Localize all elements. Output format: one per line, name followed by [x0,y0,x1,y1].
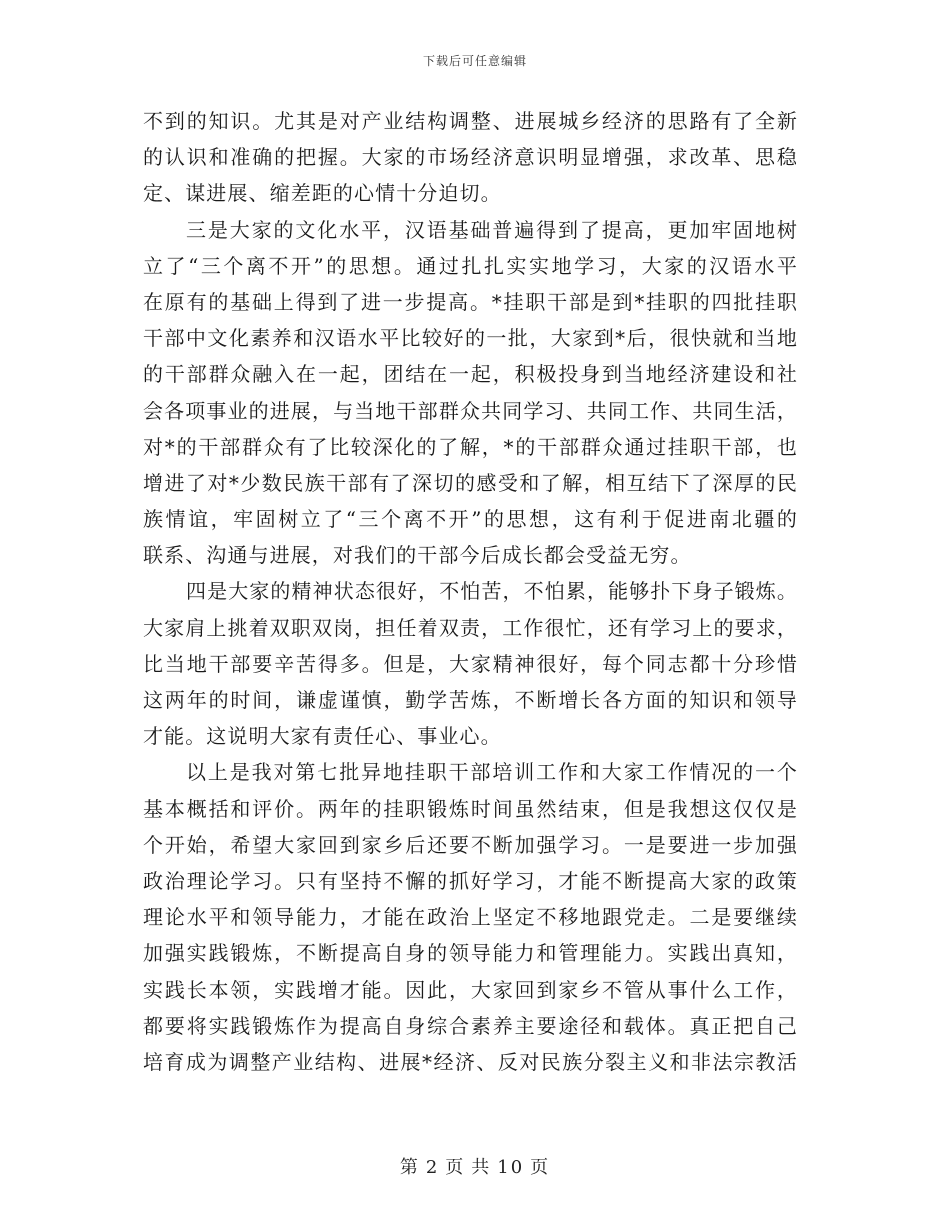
text-line: 不到的知识。尤其是对产业结构调整、进展城乡经济的思路有了全新 [143,109,798,133]
body-text [143,103,798,1080]
text-line: 的认识和准确的把握。大家的市场经济意识明显增强，求改革、思稳 [143,145,798,170]
text-line: 会各项事业的进展，与当地干部群众共同学习、共同工作、共同生活， [143,398,798,423]
text-line: 以上是我对第七批异地挂职干部培训工作和大家工作情况的一个 [186,760,798,785]
total-page-count: 10 [497,1157,525,1178]
text-line: 大家肩上挑着双职双岗，担任着双责，工作很忙，还有学习上的要求， [143,615,798,640]
text-line: 这两年的时间，谦虚谨慎，勤学苦炼，不断增长各方面的知识和领导 [143,688,798,712]
header-note: 下载后可任意编辑 [422,54,527,68]
text-line: 增进了对*少数民族干部有了深切的感受和了解，相互结下了深厚的民 [143,470,798,495]
text-line: 族情谊，牢固树立了“三个离不开”的思想，这有利于促进南北疆的 [143,507,798,532]
footer-mid1: 页 [445,1157,466,1178]
footer-prefix: 第 [399,1157,420,1178]
text-line: 都要将实践锻炼作为提高自身综合素养主要途径和载体。真正把自己 [143,1013,798,1038]
current-page-number: 2 [425,1157,440,1178]
footer-suffix: 页 [530,1157,551,1178]
text-line: 干部中文化素养和汉语水平比较好的一批，大家到*后，很快就和当地 [143,326,798,351]
text-line: 才能。这说明大家有责任心、事业心。 [143,724,502,749]
text-line: 基本概括和评价。两年的挂职锻炼时间虽然结束，但是我想这仅仅是 [143,796,798,821]
text-line: 比当地干部要辛苦得多。但是，大家精神很好，每个同志都十分珍惜 [143,651,798,676]
text-line: 的干部群众融入在一起，团结在一起，积极投身到当地经济建设和社 [143,362,798,387]
text-line: 加强实践锻炼，不断提高自身的领导能力和管理能力。实践出真知， [143,941,798,966]
text-line: 理论水平和领导能力，才能在政治上坚定不移地跟党走。二是要继续 [143,905,798,930]
text-line: 定、谋进展、缩差距的心情十分迫切。 [143,181,502,206]
text-line: 对*的干部群众有了比较深化的了解，*的干部群众通过挂职干部，也 [143,434,798,459]
footer-mid2: 共 [471,1157,492,1178]
text-line: 政治理论学习。只有坚持不懈的抓好学习，才能不断提高大家的政策 [143,868,798,893]
page-footer [0,1153,950,1179]
text-line: 培育成为调整产业结构、进展*经济、反对民族分裂主义和非法宗教活 [143,1049,798,1074]
text-line: 实践长本领，实践增才能。因此，大家回到家乡不管从事什么工作， [143,977,798,1002]
text-line: 四是大家的精神状态很好，不怕苦，不怕累，能够扑下身子锻炼。 [186,579,798,604]
text-line: 三是大家的文化水平，汉语基础普遍得到了提高，更加牢固地树 [186,217,798,242]
text-line: 立了“三个离不开”的思想。通过扎扎实实地学习，大家的汉语水平 [143,253,798,278]
text-line: 联系、沟通与进展，对我们的干部今后成长都会受益无穷。 [143,543,692,568]
text-line: 个开始，希望大家回到家乡后还要不断加强学习。一是要进一步加强 [143,832,798,857]
text-line: 在原有的基础上得到了进一步提高。*挂职干部是到*挂职的四批挂职 [143,289,798,314]
